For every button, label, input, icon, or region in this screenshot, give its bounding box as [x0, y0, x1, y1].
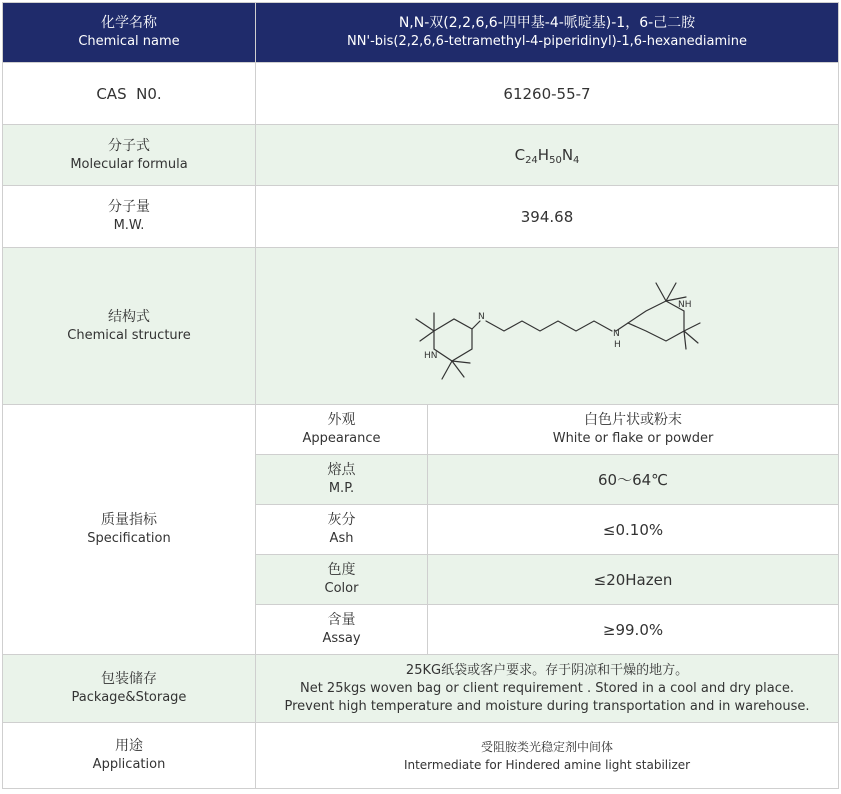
right-ring-nh-label: NH — [678, 300, 692, 310]
spec-value: 60～64℃ — [597, 471, 669, 489]
header-label-zh: 化学名称 — [101, 15, 157, 31]
spec-value-cell — [428, 605, 839, 655]
formula-c-count: 24 — [525, 154, 538, 166]
header-name-cell — [256, 3, 839, 63]
package-line-zh: 25KG纸袋或客户要求。存于阴凉和干燥的地方。 — [405, 662, 689, 678]
spec-name-zh: 灰分 — [327, 512, 356, 528]
spec-name-cell — [256, 555, 428, 605]
formula-label-cell — [3, 125, 256, 186]
mw-value: 394.68 — [520, 208, 574, 226]
spec-name-en: Assay — [322, 631, 361, 646]
formula-label-zh: 分子式 — [108, 137, 150, 154]
formula-n: N — [561, 145, 574, 164]
hexyl-chain — [486, 321, 612, 331]
mw-value-cell — [256, 186, 839, 248]
cas-label-cell — [3, 63, 256, 125]
spec-row-appearance — [3, 405, 839, 455]
left-n-label: N — [478, 312, 485, 322]
formula-row — [3, 125, 839, 186]
application-value-zh: 受阻胺类光稳定剂中间体 — [481, 739, 614, 754]
formula-n-count: 4 — [573, 154, 580, 166]
spec-value-zh: 白色片状或粉末 — [584, 412, 682, 428]
cas-value: 61260-55-7 — [503, 85, 591, 103]
package-label-zh: 包装储存 — [101, 671, 157, 687]
spec-value: ≥99.0% — [602, 621, 664, 639]
spec-label-zh: 质量指标 — [101, 512, 157, 528]
spec-name-zh: 外观 — [327, 412, 356, 428]
spec-name-cell — [256, 405, 428, 455]
application-label-en: Application — [92, 757, 166, 772]
spec-value-cell — [428, 555, 839, 605]
mw-label-en: M.W. — [113, 218, 145, 233]
cas-label: CAS N0. — [96, 85, 162, 103]
spec-name-en: M.P. — [328, 481, 355, 496]
mw-label-zh: 分子量 — [108, 199, 150, 215]
structure-image-cell — [256, 248, 839, 405]
spec-name-zh: 色度 — [327, 562, 356, 578]
right-ring-outline — [628, 301, 684, 341]
structure-label-zh: 结构式 — [108, 308, 150, 325]
spec-label-cell — [3, 405, 256, 655]
package-label-cell — [3, 655, 256, 723]
right-h-label: H — [614, 340, 621, 350]
spec-value-cell — [428, 405, 839, 455]
formula-label-en: Molecular formula — [70, 156, 188, 172]
spec-name-zh: 熔点 — [327, 462, 356, 478]
package-line-en-2: Prevent high temperature and moisture during transportation and in warehouse. — [284, 698, 810, 714]
left-nh-bond — [472, 321, 480, 329]
mw-row — [3, 186, 839, 248]
application-value-cell — [256, 723, 839, 789]
application-value-en: Intermediate for Hindered amine light stabilizer — [403, 757, 691, 772]
right-bottom-methyls — [684, 323, 700, 349]
left-bottom-methyls — [442, 361, 470, 379]
spec-name-en: Ash — [329, 531, 354, 546]
cas-value-cell — [256, 63, 839, 125]
package-value-cell — [256, 655, 839, 723]
header-label-en: Chemical name — [78, 34, 180, 49]
formula-h: H — [537, 145, 550, 164]
chemical-structure-diagram — [382, 256, 712, 396]
molecular-formula — [515, 146, 580, 164]
application-label-zh: 用途 — [115, 738, 143, 754]
package-row — [3, 655, 839, 723]
structure-row — [3, 248, 839, 405]
spec-name-cell — [256, 605, 428, 655]
cas-row — [3, 63, 839, 125]
spec-value: ≤0.10% — [602, 521, 664, 539]
spec-table — [2, 2, 839, 789]
left-top-methyls — [416, 313, 434, 341]
left-ring — [434, 319, 472, 361]
spec-name-cell — [256, 505, 428, 555]
spec-label-en: Specification — [87, 531, 171, 546]
header-label-cell — [3, 3, 256, 63]
mw-label-cell — [3, 186, 256, 248]
spec-name-en: Appearance — [302, 431, 381, 446]
right-n-label: N — [613, 329, 620, 339]
package-line-en-1: Net 25kgs woven bag or client requirement . Stored in a cool and dry place. — [299, 680, 795, 696]
chemical-name-zh: N,N-双(2,2,6,6-四甲基-4-哌啶基)-1，6-己二胺 — [398, 15, 696, 31]
chemical-name-en: NN'-bis(2,2,6,6-tetramethyl-4-piperidinyl)-1,6-hexanediamine — [347, 34, 747, 49]
spec-value: ≤20Hazen — [593, 571, 673, 589]
structure-label-en: Chemical structure — [67, 327, 191, 343]
structure-label-cell — [3, 248, 256, 405]
right-top-methyls — [656, 283, 686, 301]
spec-name-zh: 含量 — [327, 612, 356, 628]
header-row — [3, 3, 839, 63]
formula-value-cell — [256, 125, 839, 186]
spec-value-cell — [428, 455, 839, 505]
formula-c: C — [514, 145, 526, 164]
application-row — [3, 723, 839, 789]
spec-value-en: White or flake or powder — [552, 431, 714, 446]
left-ring-hn-label: HN — [424, 351, 438, 361]
spec-name-en: Color — [324, 581, 359, 596]
spec-name-cell — [256, 455, 428, 505]
formula-h-count: 50 — [549, 154, 562, 166]
application-label-cell — [3, 723, 256, 789]
package-label-en: Package&Storage — [71, 690, 187, 705]
spec-value-cell — [428, 505, 839, 555]
